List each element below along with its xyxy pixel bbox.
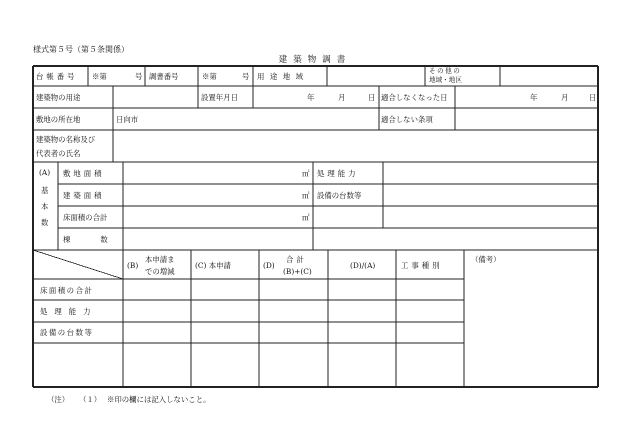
row-floor-area-total: 床面積の合計: [40, 286, 94, 295]
form-number: 様式第５号（第５条関係）: [33, 45, 129, 54]
row-equipment-count: 設備の台数等: [40, 328, 94, 337]
col-work-type-label: 工事種別: [401, 261, 443, 270]
note-label: （注）: [47, 395, 70, 404]
noncompliant-year: 年: [530, 93, 538, 102]
building-use-label: 建築物の用途: [36, 93, 81, 102]
floor-area-unit: ㎡: [302, 213, 310, 222]
building-area-unit: ㎡: [302, 191, 310, 200]
building-name-label-1: 建築物の名称及び: [36, 135, 96, 144]
ledger-number-suffix: 号: [135, 72, 143, 81]
basic-section-char-2: 本: [41, 202, 49, 211]
col-d-label-2: (B)+(C): [283, 267, 312, 276]
equipment-count-label: 設備の台数等: [317, 191, 362, 200]
noncompliant-day: 日: [589, 93, 597, 102]
basic-section-letter: (A): [39, 168, 51, 177]
building-count-label: 棟数: [63, 235, 138, 244]
col-c-label: (C) 本申請: [195, 261, 231, 270]
diagonal-line: [33, 250, 123, 279]
ledger-number-prefix: ※第: [92, 72, 107, 81]
use-district-label: 用途地域: [257, 72, 309, 81]
col-d-letter: (D): [263, 261, 275, 270]
row-processing-capacity: 処理能力: [40, 307, 98, 316]
col-b-label-2: での増減: [145, 267, 175, 276]
basic-section-char-3: 数: [41, 218, 49, 227]
site-area-label: 敷地面積: [63, 169, 105, 178]
survey-number-prefix: ※第: [202, 72, 217, 81]
building-area-label: 建築面積: [63, 191, 105, 200]
ledger-number-label: 台帳番号: [36, 72, 78, 81]
floor-area-label: 床面積の合計: [63, 213, 108, 222]
basic-section-char-1: 基: [41, 186, 49, 195]
capacity-label: 処理能力: [317, 169, 359, 178]
document-title: 建築物調書: [278, 55, 352, 65]
remarks-label: （備考）: [471, 255, 501, 264]
site-location-label: 敷地の所在地: [36, 115, 81, 124]
noncompliant-items-label: 適合しない条項: [381, 115, 433, 124]
survey-number-suffix: 号: [242, 72, 250, 81]
installed-day: 日: [368, 93, 376, 102]
col-ratio-label: (D)/(A): [350, 261, 376, 270]
survey-number-label: 調書番号: [149, 72, 179, 81]
note-number: （１）: [79, 395, 102, 404]
col-b-label-1: 本申請ま: [145, 255, 175, 264]
noncompliant-month: 月: [561, 93, 569, 102]
installed-date-label: 設置年月日: [201, 93, 238, 102]
noncompliant-date-label: 適合しなくなった日: [381, 93, 448, 102]
note-text: ※印の欄には記入しないこと。: [107, 395, 211, 404]
installed-year: 年: [307, 93, 315, 102]
installed-month: 月: [338, 93, 346, 102]
site-area-unit: ㎡: [302, 169, 310, 178]
building-name-label-2: 代表者の氏名: [36, 149, 81, 158]
other-area-label-2: 地域・地区: [429, 76, 462, 84]
other-area-label-1: その他の: [429, 67, 462, 75]
col-d-label-1: 合計: [286, 255, 307, 264]
site-location-value: 日向市: [116, 115, 139, 124]
col-b-letter: (B): [127, 261, 139, 270]
